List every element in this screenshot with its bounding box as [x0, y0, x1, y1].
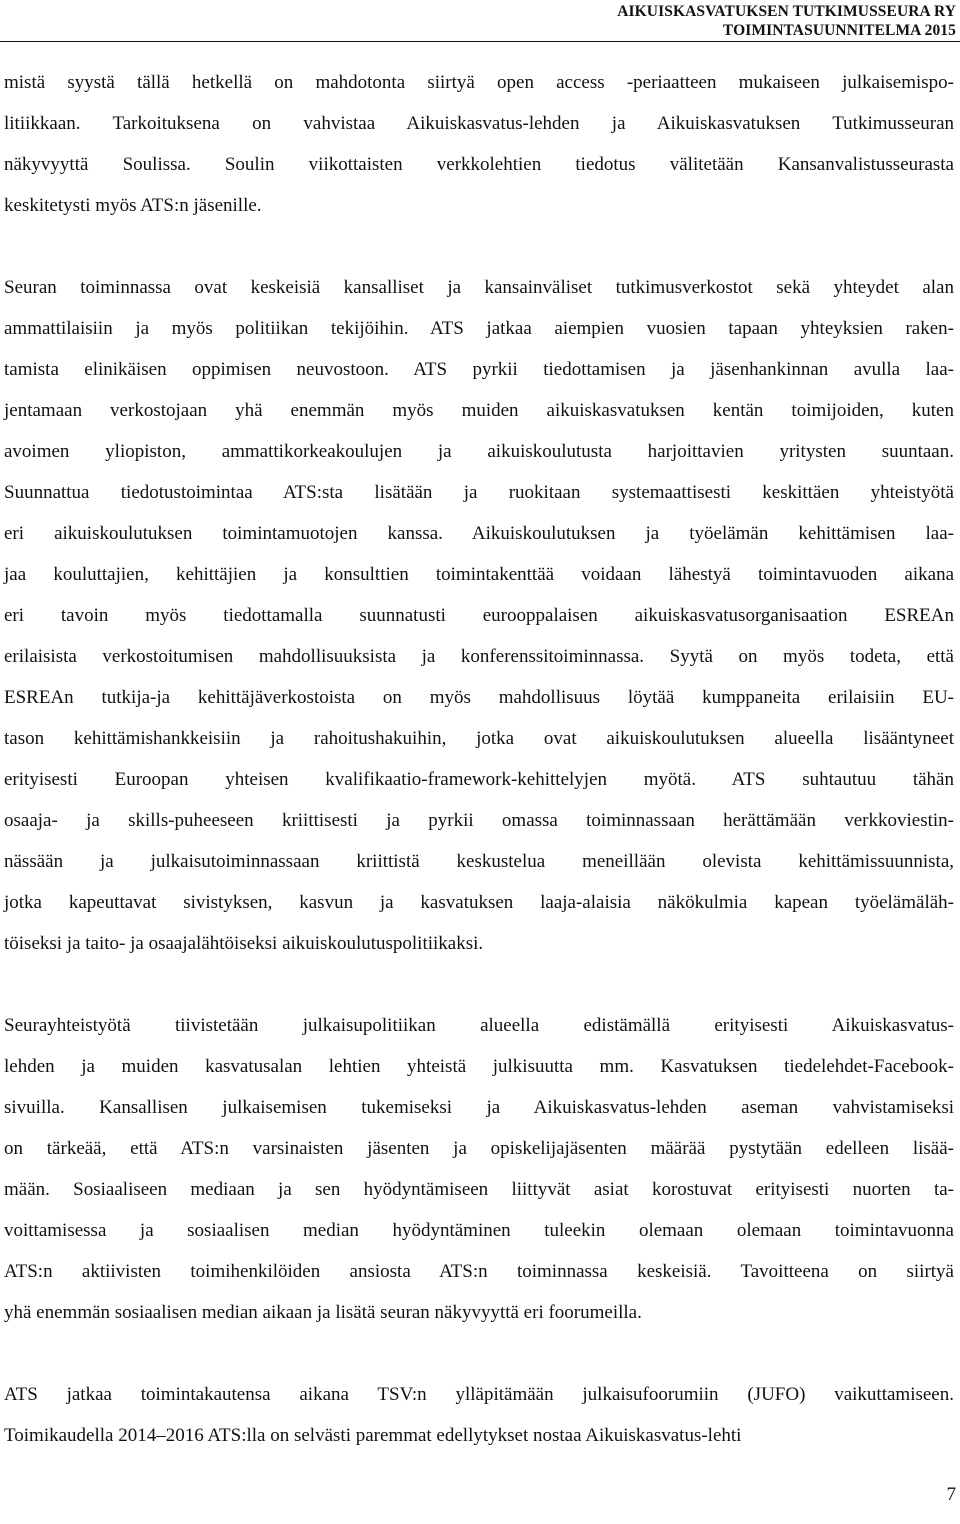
paragraph	[4, 267, 954, 964]
text-line: mään. Sosiaaliseen mediaan ja sen hyödyntämiseen liittyvät asiat korostuvat erityisesti nuorten ta-	[4, 1179, 954, 1200]
text-line: ESREAn tutkija-ja kehittäjäverkostoista on myös mahdollisuus löytää kumppaneita erilaisiin EU-	[4, 687, 954, 708]
text-line: voittamisessa ja sosiaalisen median hyödyntäminen tuleekin olemaan olemaan toimintavuonna	[4, 1220, 954, 1241]
header-divider	[0, 41, 960, 42]
text-line: tamista elinikäisen oppimisen neuvostoon. ATS pyrkii tiedottamisen ja jäsenhankinnan avulla laa-	[4, 359, 954, 380]
text-line: ATS jatkaa toimintakautensa aikana TSV:n ylläpitämään julkaisufoorumiin (JUFO) vaikuttamiseen.	[4, 1384, 954, 1405]
document-body	[4, 62, 954, 1456]
paragraph	[4, 62, 954, 226]
text-line: lehden ja muiden kasvatusalan lehtien yhteistä julkisuutta mm. Kasvatuksen tiedelehdet-Facebook-	[4, 1056, 954, 1077]
document-header	[617, 2, 956, 40]
text-line: yhä enemmän sosiaalisen median aikaan ja lisätä seuran näkyvyyttä eri foorumeilla.	[4, 1302, 642, 1323]
text-line: Toimikaudella 2014–2016 ATS:lla on selvästi paremmat edellytykset nostaa Aikuiskasvatus-lehti	[4, 1425, 742, 1446]
text-line: jotka kapeuttavat sivistyksen, kasvun ja kasvatuksen laaja-alaisia näkökulmia kapean työelämäläh-	[4, 892, 954, 913]
text-line: ATS:n aktiivisten toimihenkilöiden ansiosta ATS:n toiminnassa keskeisiä. Tavoitteena on siirtyä	[4, 1261, 954, 1282]
text-line: ammattilaisiin ja myös politiikan tekijöihin. ATS jatkaa aiempien vuosien tapaan yhteyksien raken-	[4, 318, 954, 339]
text-line: sivuilla. Kansallisen julkaisemisen tukemiseksi ja Aikuiskasvatus-lehden aseman vahvistamiseksi	[4, 1097, 954, 1118]
text-line: eri aikuiskoulutuksen toimintamuotojen kanssa. Aikuiskoulutuksen ja työelämän kehittämisen laa-	[4, 523, 954, 544]
text-line: jaa kouluttajien, kehittäjien ja konsulttien toimintakenttää voidaan lähestyä toimintavuoden aikana	[4, 564, 954, 585]
page-number: 7	[946, 1484, 956, 1505]
text-line: Suunnattua tiedotustoimintaa ATS:sta lisätään ja ruokitaan systemaattisesti keskittäen yhteistyötä	[4, 482, 954, 503]
text-line: on tärkeää, että ATS:n varsinaisten jäsenten ja opiskelijajäsenten määrää pystytään edelleen lisää-	[4, 1138, 954, 1159]
text-line: tason kehittämishankkeisiin ja rahoitushakuihin, jotka ovat aikuiskoulutuksen alueella lisääntyneet	[4, 728, 954, 749]
text-line: Seuran toiminnassa ovat keskeisiä kansalliset ja kansainväliset tutkimusverkostot sekä yhteydet alan	[4, 277, 954, 298]
text-line: litiikkaan. Tarkoituksena on vahvistaa Aikuiskasvatus-lehden ja Aikuiskasvatuksen Tutkimusseuran	[4, 113, 954, 134]
text-line: jentamaan verkostojaan yhä enemmän myös muiden aikuiskasvatuksen kentän toimijoiden, kuten	[4, 400, 954, 421]
text-line: töiseksi ja taito- ja osaajalähtöiseksi aikuiskoulutuspolitiikaksi.	[4, 933, 484, 954]
text-line: nässään ja julkaisutoiminnassaan kriittistä keskustelua meneillään olevista kehittämissuunnista,	[4, 851, 954, 872]
text-line: näkyvyyttä Soulissa. Soulin viikottaisten verkkolehtien tiedotus välitetään Kansanvalistusseurasta	[4, 154, 954, 175]
text-line: erilaisista verkostoitumisen mahdollisuuksista ja konferenssitoiminnassa. Syytä on myös todeta, että	[4, 646, 954, 667]
paragraph	[4, 1374, 954, 1456]
text-line: Seurayhteistyötä tiivistetään julkaisupolitiikan alueella edistämällä erityisesti Aikuiskasvatus-	[4, 1015, 954, 1036]
text-line: keskitetysti myös ATS:n jäsenille.	[4, 195, 262, 216]
header-document-title: TOIMINTASUUNNITELMA 2015	[722, 22, 956, 39]
text-line: osaaja- ja skills-puheeseen kriittisesti ja pyrkii omassa toiminnassaan herättämään verkkoviestin-	[4, 810, 954, 831]
text-line: mistä syystä tällä hetkellä on mahdotonta siirtyä open access -periaatteen mukaiseen julkaisemispo-	[4, 72, 954, 93]
text-line: erityisesti Euroopan yhteisen kvalifikaatio-framework-kehittelyjen myötä. ATS suhtautuu tähän	[4, 769, 954, 790]
header-organization: AIKUISKASVATUKSEN TUTKIMUSSEURA RY	[617, 3, 956, 20]
paragraph	[4, 1005, 954, 1333]
text-line: avoimen yliopiston, ammattikorkeakoulujen ja aikuiskoulutusta harjoittavien yritysten suuntaan.	[4, 441, 954, 462]
text-line: eri tavoin myös tiedottamalla suunnatusti eurooppalaisen aikuiskasvatusorganisaation ESREAn	[4, 605, 954, 626]
